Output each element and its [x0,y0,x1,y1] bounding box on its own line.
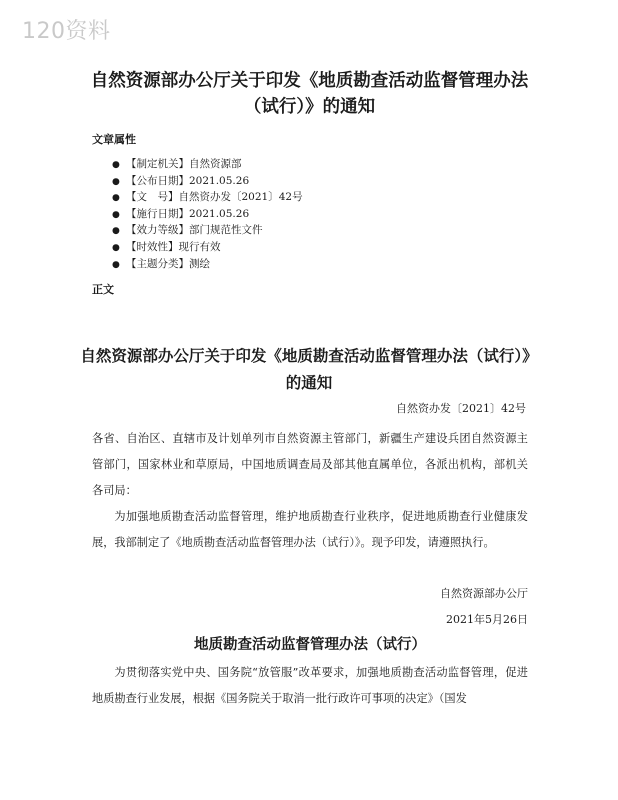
attribute-item [112,223,303,240]
measures-paragraph: 为贯彻落实党中央、国务院“放管服”改革要求，加强地质勘查活动监督管理，促进地质勘查行业发展，根据《国务院关于取消一批行政许可事项的决定》（国发 [92,666,528,705]
document-title: 自然资源部办公厅关于印发《地质勘查活动监督管理办法（试行）》的通知 [90,71,529,117]
attribute-item [112,207,303,224]
attribute-label: 【制定机关】 [126,158,189,170]
attribute-item [112,257,303,274]
attribute-label: 【效力等级】 [126,224,189,237]
bullet-icon: ● [112,160,120,170]
attribute-value: 部门规范性文件 [189,224,263,237]
body-title: 自然资源部办公厅关于印发《地质勘查活动监督管理办法（试行）》的通知 [80,347,538,392]
body-heading: 正文 [92,283,114,296]
attribute-label: 【文 号】 [126,191,179,204]
attribute-label: 【施行日期】 [126,207,189,220]
bullet-icon: ● [112,176,120,187]
attribute-value: 2021.05.26 [189,207,250,220]
attributes-list [112,157,303,273]
attribute-value: 自然资源部 [189,158,242,170]
issuer: 自然资源部办公厅 [440,587,528,600]
attribute-item [112,157,303,174]
attribute-value: 2021.05.26 [189,174,250,187]
document-number: 自然资办发〔2021〕42号 [396,402,526,415]
attribute-value: 测绘 [189,257,210,270]
addressee-paragraph: 各省、自治区、直辖市及计划单列市自然资源主管部门，新疆生产建设兵团自然资源主管部门，国家林业和草原局，中国地质调查局及部其他直属单位，各派出机构，部机关各司局： [92,432,528,497]
attribute-label: 【主题分类】 [126,257,189,270]
attributes-heading: 文章属性 [92,133,136,146]
attribute-item [112,174,303,191]
issue-date: 2021年5月26日 [446,613,528,626]
bullet-icon: ● [112,226,120,237]
attribute-value: 自然资办发〔2021〕42号 [178,191,303,204]
attribute-value: 现行有效 [178,240,221,253]
bullet-icon: ● [112,259,120,270]
attribute-item [112,240,303,257]
body-paragraph: 为加强地质勘查活动监督管理，维护地质勘查行业秩序，促进地质勘查行业健康发展，我部制定了《地质勘查活动监督管理办法（试行）》。现予印发，请遵照执行。 [92,510,528,549]
attribute-item [112,190,303,207]
bullet-icon: ● [112,193,120,204]
measures-title: 地质勘查活动监督管理办法（试行） [194,637,426,653]
attribute-label: 【公布日期】 [126,174,189,187]
watermark-logo: 120资料 [22,19,111,44]
attribute-label: 【时效性】 [126,240,179,253]
bullet-icon: ● [112,242,120,253]
bullet-icon: ● [112,209,120,220]
